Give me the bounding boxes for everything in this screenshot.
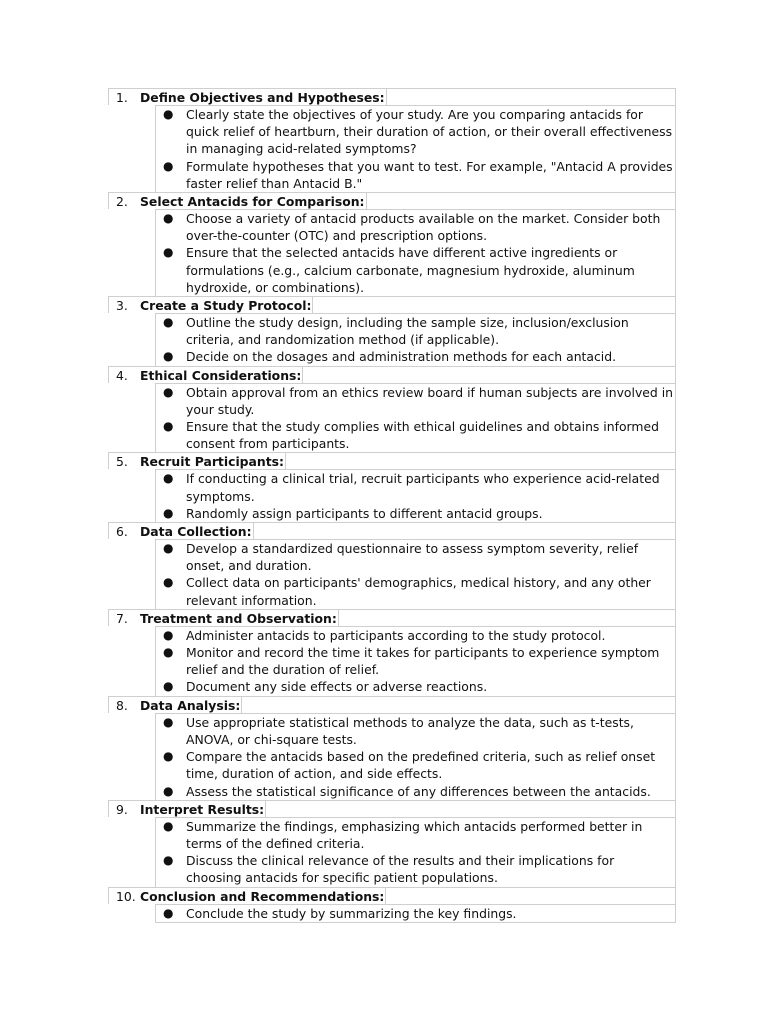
list-item — [156, 852, 675, 886]
list-item — [156, 505, 675, 522]
list-item — [156, 418, 675, 452]
list-item-text: Discuss the clinical relevance of the results and their implications for choosing antacids for specific patient populations. — [186, 853, 615, 886]
list-item-text: Clearly state the objectives of your study. Are you comparing antacids for quick relief of heartburn, their duration of action, or their overall effectiveness in managing acid-related symptoms? — [186, 107, 673, 157]
list-item-text: If conducting a clinical trial, recruit participants who experience acid-related symptoms. — [186, 471, 660, 504]
section-number: 1. — [116, 90, 128, 105]
section-number: 8. — [116, 697, 128, 713]
section-number: 9. — [116, 801, 128, 817]
section-title: Define Objectives and Hypotheses: — [140, 90, 385, 105]
table-bottom-border — [155, 922, 676, 923]
list-item — [156, 106, 675, 158]
bullet-list — [155, 817, 676, 887]
list-item-text: Decide on the dosages and administration methods for each antacid. — [186, 349, 617, 365]
section-title: Treatment and Observation: — [140, 610, 337, 626]
bullet-icon: ● — [163, 575, 174, 590]
list-item-text: Randomly assign participants to different antacid groups. — [186, 505, 543, 521]
section-6 — [108, 522, 676, 609]
bullet-icon: ● — [163, 853, 174, 868]
bullet-icon: ● — [163, 818, 174, 833]
bullet-list — [155, 469, 676, 522]
list-item — [156, 158, 675, 192]
bullet-list — [155, 105, 676, 192]
bullet-icon: ● — [163, 627, 174, 642]
list-item — [156, 678, 675, 695]
document-body — [108, 88, 676, 923]
list-item — [156, 244, 675, 296]
section-heading — [108, 800, 676, 817]
list-item-text: Choose a variety of antacid products available on the market. Consider both over-the-counter (OTC) and prescription options. — [186, 211, 661, 244]
section-7 — [108, 609, 676, 696]
list-item-text: Administer antacids to participants according to the study protocol. — [186, 627, 606, 643]
list-item — [156, 627, 675, 644]
section-title: Create a Study Protocol: — [140, 298, 312, 314]
bullet-list — [155, 539, 676, 609]
section-title: Recruit Participants: — [140, 454, 284, 470]
list-item — [156, 818, 675, 852]
section-10 — [108, 887, 676, 922]
section-heading — [108, 296, 676, 313]
list-item — [156, 540, 675, 574]
section-title: Select Antacids for Comparison: — [140, 194, 365, 210]
list-item-text: Outline the study design, including the sample size, inclusion/exclusion criteria, and randomization method (if applicable). — [186, 315, 629, 348]
list-item-text: Compare the antacids based on the predefined criteria, such as relief onset time, duration of action, and side effects. — [186, 749, 656, 782]
list-item — [156, 314, 675, 348]
bullet-list — [155, 904, 676, 922]
bullet-icon: ● — [163, 158, 174, 173]
section-title: Ethical Considerations: — [140, 367, 302, 383]
list-item-text: Ensure that the selected antacids have different active ingredients or formulations (e.g., calcium carbonate, magnesium hydroxide, aluminum hydroxide, or combinations). — [186, 245, 635, 295]
section-8 — [108, 696, 676, 800]
section-number: 7. — [116, 610, 128, 626]
list-item — [156, 348, 675, 365]
bullet-icon: ● — [163, 245, 174, 260]
list-item — [156, 783, 675, 800]
list-item-text: Monitor and record the time it takes for participants to experience symptom relief and the duration of relief. — [186, 645, 660, 678]
list-item-text: Obtain approval from an ethics review board if human subjects are involved in your study. — [186, 384, 674, 417]
section-title: Data Analysis: — [140, 697, 241, 713]
section-number: 2. — [116, 194, 128, 210]
bullet-list — [155, 383, 676, 453]
bullet-icon: ● — [163, 749, 174, 764]
list-item — [156, 905, 675, 922]
list-item — [156, 574, 675, 608]
list-item-text: Document any side effects or adverse reactions. — [186, 679, 488, 695]
bullet-list — [155, 313, 676, 366]
bullet-icon: ● — [163, 783, 174, 798]
list-item-text: Conclude the study by summarizing the key findings. — [186, 905, 517, 921]
list-item-text: Summarize the findings, emphasizing which antacids performed better in terms of the defined criteria. — [186, 818, 643, 851]
bullet-list — [155, 209, 676, 296]
list-item-text: Use appropriate statistical methods to analyze the data, such as t-tests, ANOVA, or chi-square tests. — [186, 714, 634, 747]
bullet-icon: ● — [163, 505, 174, 520]
bullet-icon: ● — [163, 349, 174, 364]
section-title: Interpret Results: — [140, 801, 265, 817]
bullet-icon: ● — [163, 419, 174, 434]
section-number: 3. — [116, 298, 128, 314]
bullet-icon: ● — [163, 471, 174, 486]
list-item — [156, 748, 675, 782]
bullet-list — [155, 713, 676, 800]
list-item — [156, 714, 675, 748]
bullet-icon: ● — [163, 541, 174, 556]
list-item — [156, 644, 675, 678]
list-item — [156, 384, 675, 418]
bullet-icon: ● — [163, 315, 174, 330]
section-number: 6. — [116, 524, 128, 540]
section-4 — [108, 366, 676, 453]
section-heading — [108, 452, 676, 469]
section-2 — [108, 192, 676, 296]
section-1 — [108, 88, 676, 192]
list-item-text: Collect data on participants' demographics, medical history, and any other relevant information. — [186, 575, 651, 608]
section-number: 4. — [116, 367, 128, 383]
bullet-icon: ● — [163, 645, 174, 660]
section-5 — [108, 452, 676, 522]
section-title: Conclusion and Recommendations: — [140, 888, 385, 904]
section-heading — [108, 192, 676, 209]
bullet-icon: ● — [163, 107, 174, 121]
section-heading — [108, 88, 676, 105]
bullet-icon: ● — [163, 679, 174, 694]
list-item-text: Ensure that the study complies with ethical guidelines and obtains informed consent from participants. — [186, 419, 659, 452]
section-number: 5. — [116, 454, 128, 470]
section-number: 10. — [116, 888, 136, 904]
bullet-icon: ● — [163, 384, 174, 399]
bullet-icon: ● — [163, 905, 174, 920]
list-item — [156, 470, 675, 504]
section-heading — [108, 366, 676, 383]
section-heading — [108, 522, 676, 539]
section-9 — [108, 800, 676, 887]
bullet-list — [155, 626, 676, 696]
section-title: Data Collection: — [140, 524, 252, 540]
section-heading — [108, 887, 676, 904]
list-item — [156, 210, 675, 244]
list-item-text: Formulate hypotheses that you want to test. For example, "Antacid A provides faster relief than Antacid B." — [186, 158, 673, 191]
list-item-text: Assess the statistical significance of any differences between the antacids. — [186, 783, 651, 799]
bullet-icon: ● — [163, 211, 174, 226]
section-heading — [108, 609, 676, 626]
bullet-icon: ● — [163, 714, 174, 729]
list-item-text: Develop a standardized questionnaire to assess symptom severity, relief onset, and duration. — [186, 541, 639, 574]
section-3 — [108, 296, 676, 366]
section-heading — [108, 696, 676, 713]
